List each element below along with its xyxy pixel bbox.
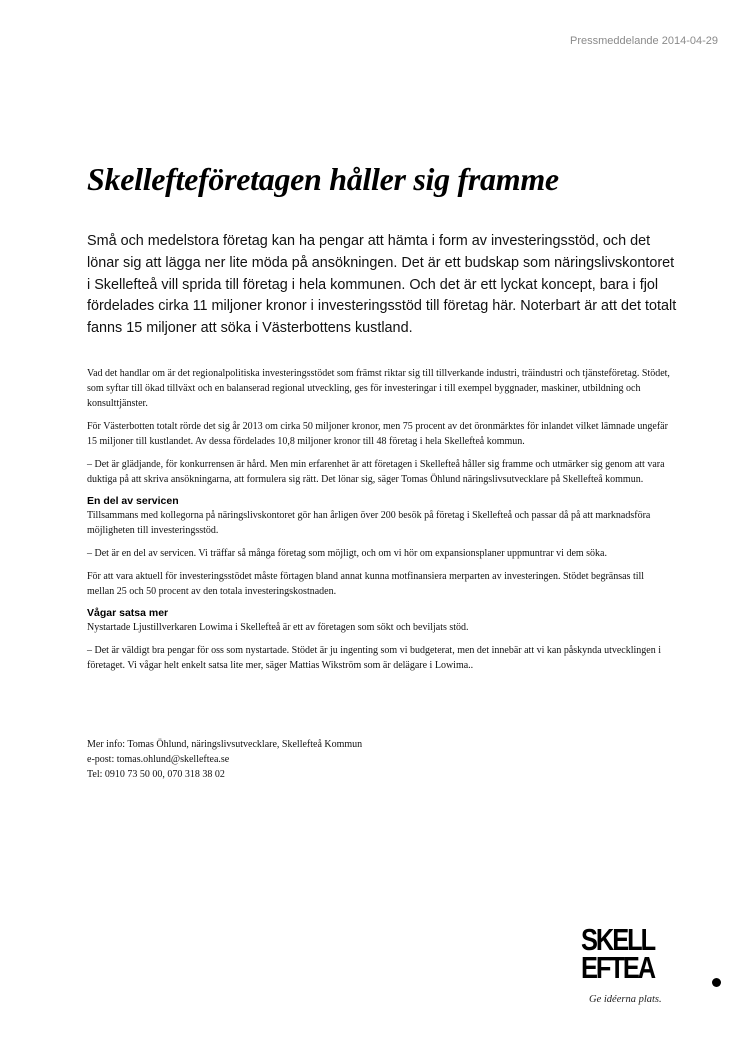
contact-phone-line: Tel: 0910 73 50 00, 070 318 38 02: [87, 769, 225, 780]
body-paragraph: – Det är en del av servicen. Vi träffar så många företag som möjligt, och om vi hör om expansionsplaner uppmuntrar vi dem söka.: [87, 548, 607, 559]
body-paragraph: – Det är glädjande, för konkurrensen är hård. Men min erfarenhet är att företagen i Skellefteå håller sig framme och utmärker sig genom att vara duktiga på att skriva ansökningarna, att formulera sig rätt. Det lönar sig, säger Tomas Öhlund näringslivsutvecklare på Skellefteå kommun.: [87, 459, 665, 485]
body-paragraph: Vad det handlar om är det regionalpolitiska investeringsstödet som främst riktar sig till tillverkande industri, träindustri och tjänsteföretag. Stödet, som syftar till ökad tillväxt och en balanserad regional utveckling, ges för investeringar i till exempel byggnader, maskiner, utbildning och konsulttjänster.: [87, 368, 670, 409]
logo-tagline: Ge idéerna plats.: [589, 994, 662, 1005]
contact-info: [87, 737, 362, 782]
logo-word-top: SKELL: [581, 922, 655, 957]
body-paragraph: För Västerbotten totalt rörde det sig år 2013 om cirka 50 miljoner kronor, men 75 procent av det öronmärktes för inlandet vilket lämnade ungefär 15 miljoner till kustlandet. Av dessa fördelades 10,8 miljoner kronor till 48 företag i hela Skellefteå kommun.: [87, 421, 668, 447]
article-body: [87, 366, 672, 681]
document-meta: Pressmeddelande 2014-04-29: [570, 35, 718, 47]
contact-email-line: e-post: tomas.ohlund@skelleftea.se: [87, 754, 230, 765]
contact-name-line: Mer info: Tomas Öhlund, näringslivsutvecklare, Skellefteå Kommun: [87, 739, 363, 750]
body-paragraph: – Det är väldigt bra pengar för oss som nystartade. Stödet är ju ingenting som vi budgeterat, men det innebär att vi kan påskynda utvecklingen i företaget. Vi vågar helt enkelt satsa lite mer, säger Mattias Wikström som är delägare i Lowima..: [87, 645, 662, 671]
logo-word-bottom: EFTEA: [581, 950, 655, 985]
section-heading: Vågar satsa mer: [87, 607, 169, 619]
logo-dot-icon: [712, 978, 721, 987]
article-title: Skellefteföretagen håller sig framme: [87, 161, 559, 197]
skelleftea-logo: [581, 922, 731, 1006]
section-heading: En del av servicen: [87, 495, 179, 507]
body-paragraph: Nystartade Ljustillverkaren Lowima i Skellefteå är ett av företagen som sökt och beviljats stöd.: [87, 622, 469, 633]
body-paragraph: För att vara aktuell för investeringsstödet måste förtagen bland annat kunna motfinansiera merparten av investeringen. Stödet begränsas till mellan 25 och 50 procent av den totala investeringskostnaden.: [87, 571, 645, 597]
article-lead: Små och medelstora företag kan ha pengar att hämta i form av investeringsstöd, och det lönar sig att lägga ner lite möda på ansökningen. Det är ett budskap som näringslivskontoret i Skellefteå vill sprida till företag i hela kommunen. Och det är ett lyckat koncept, bara i fjol fördelades cirka 11 miljoner kronor i investeringsstöd till företag här. Noterbart är att det totalt fanns 15 miljoner att söka i Västerbottens kustland.: [87, 233, 677, 337]
body-paragraph: Tillsammans med kollegorna på näringslivskontoret gör han årligen över 200 besök på företag i Skellefteå och passar då på att marknadsföra möjligheten till investeringsstöd.: [87, 510, 651, 536]
